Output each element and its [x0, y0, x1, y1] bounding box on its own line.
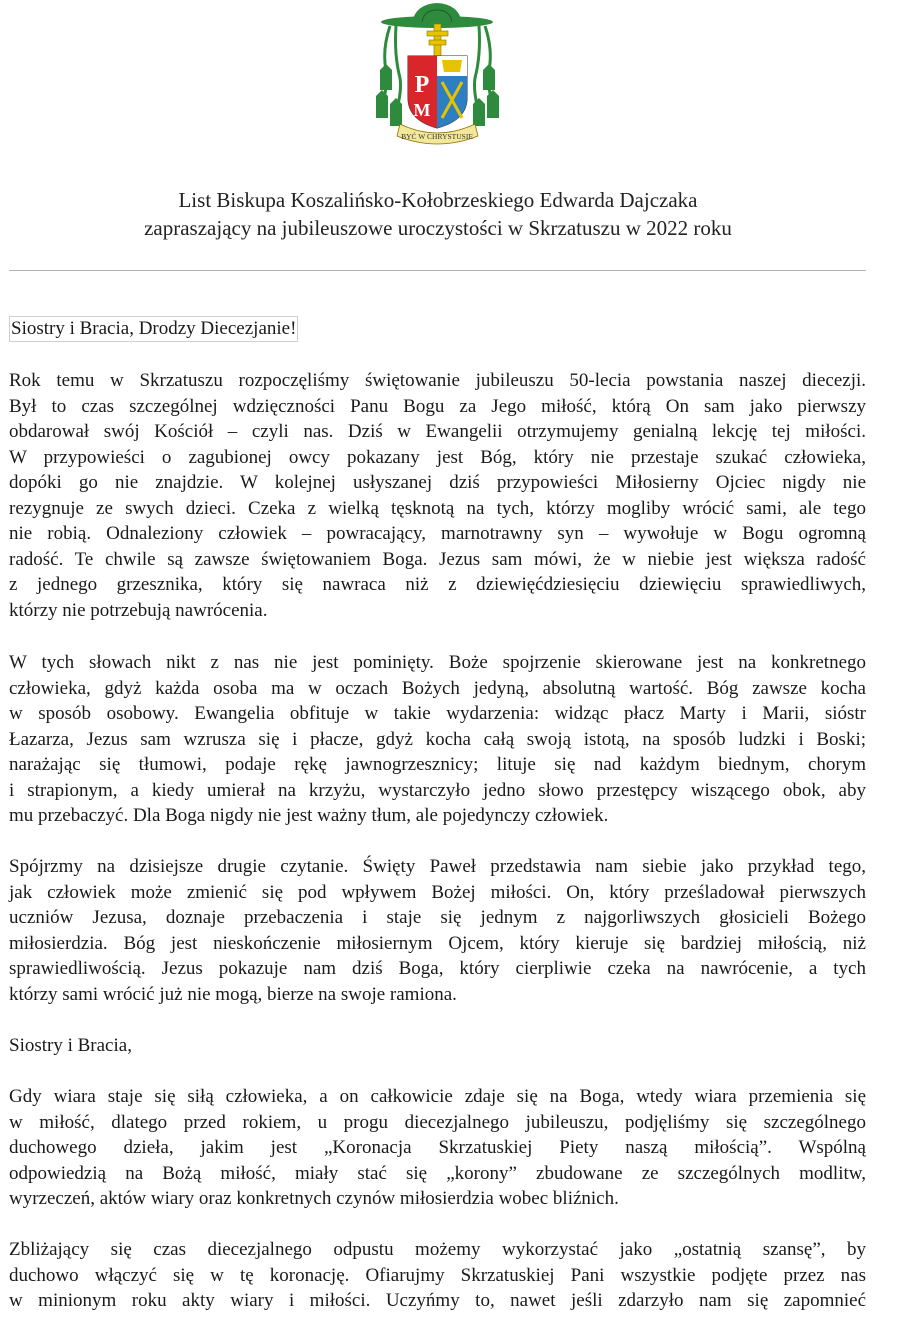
- paragraph-line: nie robią. Odnaleziony człowiek – powracający, marnotrawny syn – wywołuje w Bogu ogromną: [9, 523, 866, 544]
- paragraph-line: sprawiedliwością. Jezus pokazuje nam dziś Boga, który cierpliwie czeka na nawrócenie, a tych: [9, 958, 866, 979]
- paragraph-line: rezygnuje ze swych dzieci. Czeka z wielką tęsknotą na tych, którzy mogliby wrócić sami, ale tego: [9, 497, 866, 519]
- title-line-2: zapraszający na jubileuszowe uroczystości w Skrzatuszu w 2022 roku: [144, 216, 732, 240]
- paragraph-line: w sposób osobowy. Ewangelia obfituje w takie wydarzenia: widząc płacz Marty i Marii, sióstr: [9, 703, 866, 724]
- paragraph-line: którzy sami wrócić już nie mogą, bierze na swoje ramiona.: [9, 983, 457, 1005]
- paragraph-line: dopóki go nie znajdzie. W kolejnej usłyszanej dziś przypowieści Miłosierny Ojciec nigdy nie: [9, 472, 866, 493]
- paragraph-line: narażając się tłumowi, podaje rękę jawnogrzesznicy; lituje się nad każdym biednym, chorym: [9, 754, 866, 775]
- paragraph-5: [9, 1237, 866, 1314]
- paragraph-2: [9, 650, 866, 829]
- paragraph-line: i strapionym, a kiedy umierał na krzyżu, wystarczyło jedno słowo przestępcy wiszącego obok, aby: [9, 779, 866, 801]
- svg-text:P: P: [414, 72, 430, 98]
- paragraph-1: [9, 368, 866, 623]
- paragraph-line: Łazarza, Jezus sam wzrusza się i płacze, gdyż kocha całą swoją istotą, na sposób ludzki i Boski;: [9, 728, 866, 750]
- title-line-1: List Biskupa Koszalińsko-Kołobrzeskiego Edwarda Dajczaka: [178, 188, 698, 212]
- paragraph-line: radość. Te chwile są zawsze świętowaniem Boga. Jezus sam mówi, że w niebie jest większa radość: [9, 548, 866, 570]
- paragraph-line: jak człowiek może zmienić się pod wpływem Bożej miłości. On, który prześladował pierwszych: [9, 881, 866, 903]
- paragraph-line: W przypowieści o zagubionej owcy pokazany jest Bóg, który nie przestaje szukać człowieka,: [9, 446, 866, 468]
- paragraph-line: w miłość, dlatego przed rokiem, u progu diecezjalnego jubileuszu, podjęliśmy się szczególnego: [9, 1111, 866, 1133]
- paragraph-line: odpowiedzią na Bożą miłość, miały stać się „korony” zbudowane ze szczególnych modlitw,: [9, 1162, 866, 1184]
- coat-of-arms: [372, 0, 503, 150]
- paragraph-line: mu przebaczyć. Dla Boga nigdy nie jest ważny tłum, ale pojedynczy człowiek.: [9, 805, 609, 826]
- greeting: Siostry i Bracia, Drodzy Diecezjanie!: [9, 316, 298, 342]
- svg-text:M: M: [413, 100, 431, 120]
- letter-title: [0, 186, 876, 242]
- paragraph-line: obdarował swój Kościół – czyli nas. Dziś w Ewangelii otrzymujemy genialną lekcję tej miłości.: [9, 421, 866, 442]
- paragraph-line: duchowo włączyć się w tę koronację. Ofiarujmy Skrzatuskiej Pani wszystkie podjęte przez nas: [9, 1264, 866, 1286]
- paragraph-line: w minionym roku akty wiary i miłości. Uczyńmy to, nawet jeśli zdarzyło nam się zapomnieć: [9, 1290, 866, 1311]
- paragraph-line: Spójrzmy na dzisiejsze drugie czytanie. Święty Paweł przedstawia nam siebie jako przykład tego,: [9, 856, 866, 877]
- motto-text: BYĆ W CHRYSTUSIE: [401, 132, 473, 141]
- divider: [9, 270, 866, 271]
- paragraph-line: W tych słowach nikt z nas nie jest pominięty. Boże spojrzenie skierowane jest na konkretnego: [9, 652, 866, 673]
- paragraph-line: z jednego grzesznika, który się nawraca niż z dziewięćdziesięciu dziewięciu sprawiedliwych,: [9, 574, 866, 595]
- paragraph-line: uczniów Jezusa, doznaje przebaczenia i staje się jednym z najgorliwszych głosicieli Bożego: [9, 907, 866, 928]
- paragraph-4: [9, 1084, 866, 1212]
- paragraph-line: miłosierdzia. Bóg jest nieskończenie miłosiernym Ojcem, który kieruje się bardziej miłością, niż: [9, 932, 866, 954]
- paragraph-line: Zbliżający się czas diecezjalnego odpustu możemy wykorzystać jako „ostatnią szansę”, by: [9, 1239, 866, 1260]
- paragraph-line: duchowego dzieła, jakim jest „Koronacja Skrzatuskiej Piety naszą miłością”. Wspólną: [9, 1137, 866, 1158]
- paragraph-line: którzy nie potrzebują nawrócenia.: [9, 599, 268, 621]
- paragraph-line: wyrzeczeń, aktów wiary oraz konkretnych czynów miłosierdzia wobec bliźnich.: [9, 1188, 619, 1209]
- paragraph-3: [9, 854, 866, 1007]
- paragraph-line: człowieka, gdyż każda osoba ma w oczach Bożych jedyną, absolutną wartość. Bóg zawsze kocha: [9, 677, 866, 699]
- paragraph-line: Rok temu w Skrzatuszu rozpoczęliśmy świętowanie jubileuszu 50-lecia powstania naszej diecezji.: [9, 370, 866, 391]
- salutation: Siostry i Bracia,: [9, 1035, 132, 1056]
- paragraph-line: Był to czas szczególnej wdzięczności Panu Bogu za Jego miłość, którą On sam jako pierwszy: [9, 395, 866, 417]
- paragraph-line: Gdy wiara staje się siłą człowieka, a on całkowicie zdaje się na Boga, wtedy wiara przemienia się: [9, 1086, 866, 1107]
